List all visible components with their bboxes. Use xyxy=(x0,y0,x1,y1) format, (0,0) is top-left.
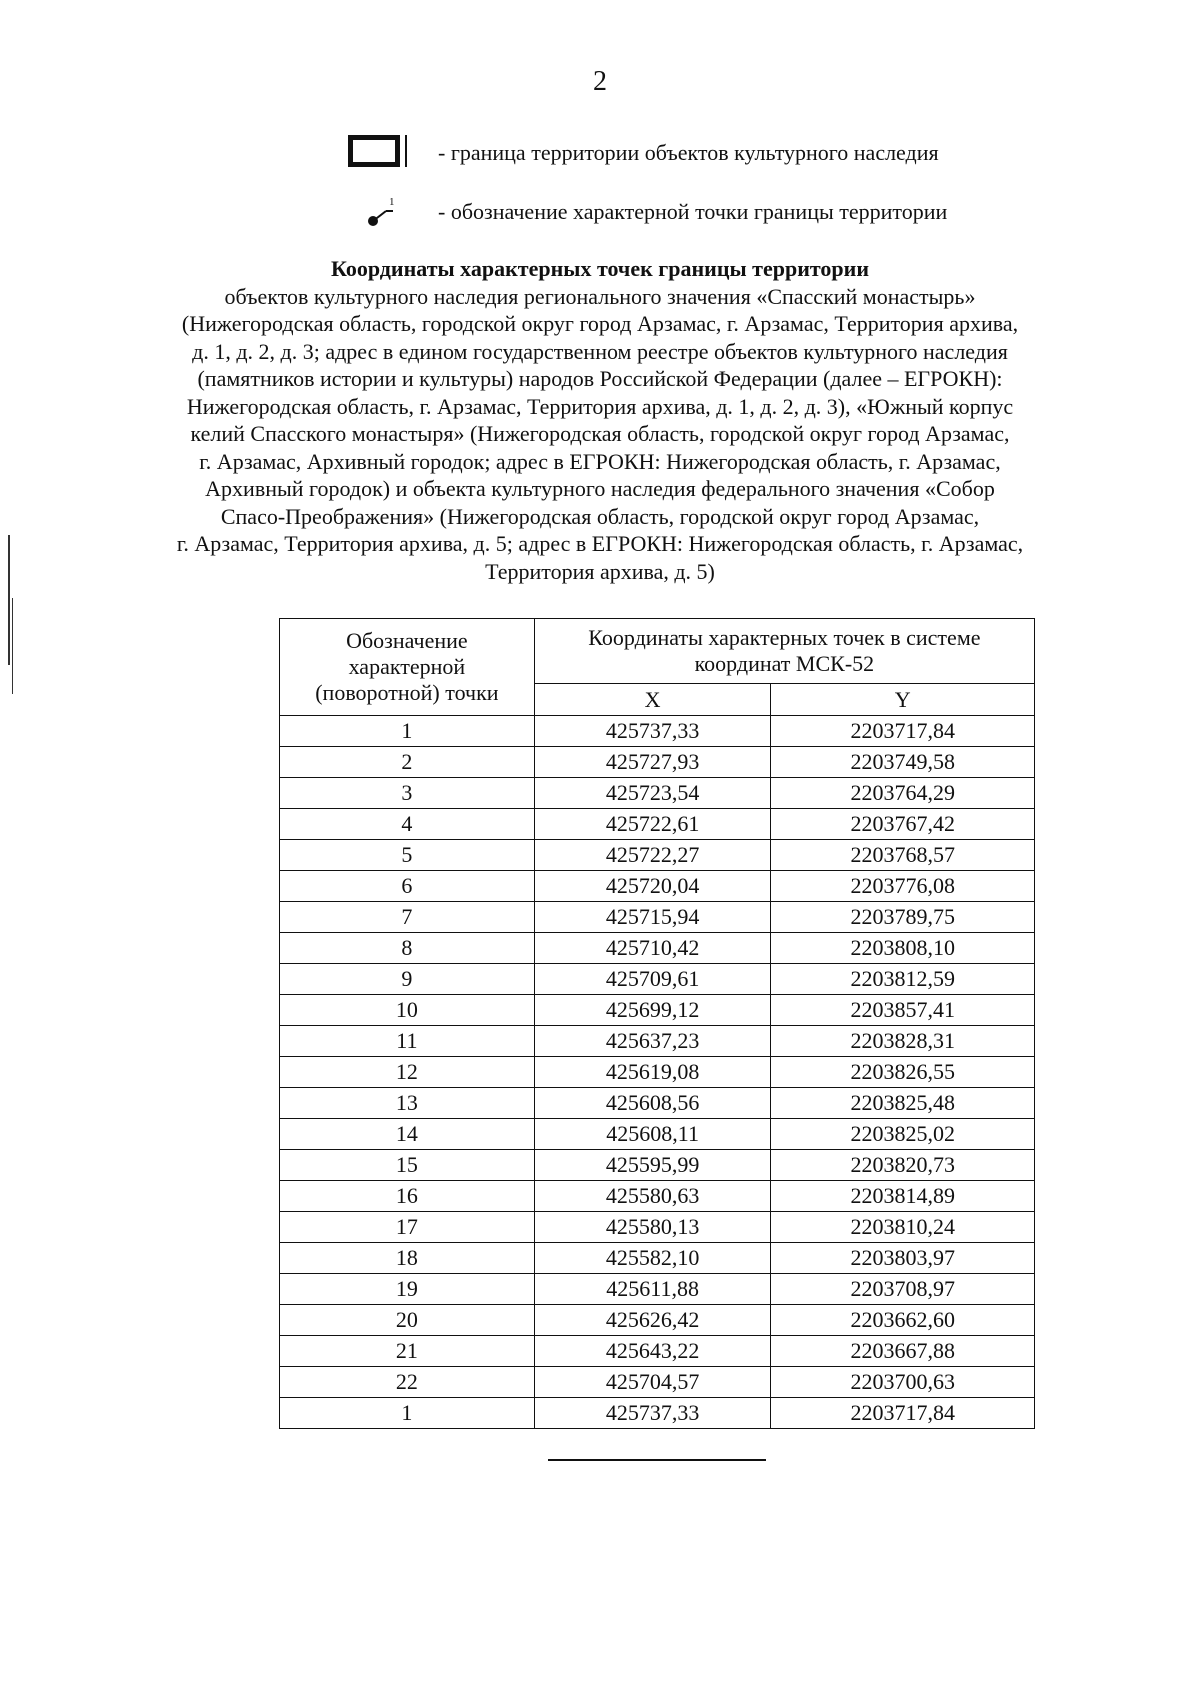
table-row xyxy=(280,1243,1035,1274)
header-y: Y xyxy=(771,684,1035,716)
x-cell: 425715,94 xyxy=(534,902,771,933)
point-cell: 14 xyxy=(280,1119,535,1150)
x-cell: 425722,61 xyxy=(534,809,771,840)
y-cell: 2203820,73 xyxy=(771,1150,1035,1181)
y-cell: 2203808,10 xyxy=(771,933,1035,964)
point-cell: 21 xyxy=(280,1336,535,1367)
y-cell: 2203814,89 xyxy=(771,1181,1035,1212)
point-cell: 7 xyxy=(280,902,535,933)
x-cell: 425611,88 xyxy=(534,1274,771,1305)
x-cell: 425637,23 xyxy=(534,1026,771,1057)
x-cell: 425723,54 xyxy=(534,778,771,809)
table-row xyxy=(280,1336,1035,1367)
table-row xyxy=(280,1181,1035,1212)
point-cell: 6 xyxy=(280,871,535,902)
y-cell: 2203828,31 xyxy=(771,1026,1035,1057)
table-row xyxy=(280,1274,1035,1305)
heading-line: Спасо-Преображения» (Нижегородская область, городской округ город Арзамас, xyxy=(220,503,980,529)
y-cell: 2203708,97 xyxy=(771,1274,1035,1305)
x-cell: 425626,42 xyxy=(534,1305,771,1336)
heading-line: Архивный городок) и объекта культурного наследия федерального значения «Собор xyxy=(205,476,995,501)
table-row xyxy=(280,933,1035,964)
point-cell: 15 xyxy=(280,1150,535,1181)
x-cell: 425722,27 xyxy=(534,840,771,871)
x-cell: 425619,08 xyxy=(534,1057,771,1088)
y-cell: 2203812,59 xyxy=(771,964,1035,995)
table-row xyxy=(280,1367,1035,1398)
y-cell: 2203717,84 xyxy=(771,1398,1035,1429)
x-cell: 425720,04 xyxy=(534,871,771,902)
territory-border-icon xyxy=(348,131,420,175)
table-row xyxy=(280,995,1035,1026)
header-coordinates: Координаты характерных точек в системе координат МСК-52 xyxy=(534,619,1034,684)
y-cell: 2203767,42 xyxy=(771,809,1035,840)
point-cell: 11 xyxy=(280,1026,535,1057)
table-row xyxy=(280,747,1035,778)
x-cell: 425608,11 xyxy=(534,1119,771,1150)
point-cell: 5 xyxy=(280,840,535,871)
table-row xyxy=(280,1088,1035,1119)
table-row xyxy=(280,1150,1035,1181)
page-number: 2 xyxy=(593,66,607,97)
table-row xyxy=(280,1398,1035,1429)
point-cell: 1 xyxy=(280,1398,535,1429)
y-cell: 2203776,08 xyxy=(771,871,1035,902)
heading-line: (Нижегородская область, городской округ город Арзамас, г. Арзамас, Территория архива, xyxy=(181,311,1019,336)
x-cell: 425582,10 xyxy=(534,1243,771,1274)
y-cell: 2203857,41 xyxy=(771,995,1035,1026)
point-cell: 12 xyxy=(280,1057,535,1088)
table-row xyxy=(280,964,1035,995)
table-row xyxy=(280,778,1035,809)
heading-line: Территория архива, д. 5) xyxy=(485,558,715,584)
table-row xyxy=(280,716,1035,747)
point-cell: 19 xyxy=(280,1274,535,1305)
legend-border-text: - граница территории объектов культурного наследия xyxy=(438,140,939,165)
y-cell: 2203768,57 xyxy=(771,840,1035,871)
y-cell: 2203825,02 xyxy=(771,1119,1035,1150)
left-margin-mark xyxy=(12,598,13,694)
x-cell: 425737,33 xyxy=(534,1398,771,1429)
boundary-point-label: 1 xyxy=(389,196,395,208)
heading-line: Нижегородская область, г. Арзамас, Территория архива, д. 1, д. 2, д. 3), «Южный корпус xyxy=(186,393,1014,419)
y-cell: 2203826,55 xyxy=(771,1057,1035,1088)
x-cell: 425737,33 xyxy=(534,716,771,747)
heading-line: д. 1, д. 2, д. 3; адрес в едином государственном реестре объектов культурного наследия xyxy=(192,338,1008,364)
point-cell: 16 xyxy=(280,1181,535,1212)
table-row xyxy=(280,1305,1035,1336)
closing-divider xyxy=(548,1459,766,1461)
x-cell: 425699,12 xyxy=(534,995,771,1026)
heading-line: г. Арзамас, Территория архива, д. 5; адрес в ЕГРОКН: Нижегородская область, г. Арзамас, xyxy=(176,531,1024,556)
y-cell: 2203662,60 xyxy=(771,1305,1035,1336)
x-cell: 425595,99 xyxy=(534,1150,771,1181)
table-row xyxy=(280,1026,1035,1057)
left-margin-mark xyxy=(8,535,10,665)
heading-line: г. Арзамас, Архивный городок; адрес в ЕГРОКН: Нижегородская область, г. Арзамас, xyxy=(199,448,1001,474)
x-cell: 425580,13 xyxy=(534,1212,771,1243)
coordinates-table xyxy=(279,618,1035,1429)
table-row xyxy=(280,809,1035,840)
table-row xyxy=(280,871,1035,902)
point-cell: 3 xyxy=(280,778,535,809)
x-cell: 425643,22 xyxy=(534,1336,771,1367)
legend-row-point xyxy=(348,190,947,234)
point-cell: 10 xyxy=(280,995,535,1026)
document-heading xyxy=(150,255,1050,585)
y-cell: 2203825,48 xyxy=(771,1088,1035,1119)
y-cell: 2203789,75 xyxy=(771,902,1035,933)
coordinates-body xyxy=(280,716,1035,1429)
y-cell: 2203810,24 xyxy=(771,1212,1035,1243)
boundary-point-icon xyxy=(348,190,420,234)
y-cell: 2203700,63 xyxy=(771,1367,1035,1398)
y-cell: 2203749,58 xyxy=(771,747,1035,778)
header-point: Обозначение характерной (поворотной) точки xyxy=(280,619,535,716)
point-cell: 22 xyxy=(280,1367,535,1398)
heading-line: (памятников истории и культуры) народов Российской Федерации (далее – ЕГРОКН): xyxy=(197,366,1003,391)
point-cell: 13 xyxy=(280,1088,535,1119)
y-cell: 2203717,84 xyxy=(771,716,1035,747)
y-cell: 2203803,97 xyxy=(771,1243,1035,1274)
heading-line: объектов культурного наследия регионального значения «Спасский монастырь» xyxy=(224,283,976,309)
y-cell: 2203667,88 xyxy=(771,1336,1035,1367)
point-cell: 8 xyxy=(280,933,535,964)
table-row xyxy=(280,902,1035,933)
point-cell: 20 xyxy=(280,1305,535,1336)
heading-line: келий Спасского монастыря» (Нижегородская область, городской округ город Арзамас, xyxy=(190,421,1010,446)
x-cell: 425727,93 xyxy=(534,747,771,778)
table-row xyxy=(280,1212,1035,1243)
x-cell: 425704,57 xyxy=(534,1367,771,1398)
y-cell: 2203764,29 xyxy=(771,778,1035,809)
x-cell: 425580,63 xyxy=(534,1181,771,1212)
legend-point-text: - обозначение характерной точки границы территории xyxy=(438,199,948,224)
table-row xyxy=(280,1119,1035,1150)
point-cell: 17 xyxy=(280,1212,535,1243)
point-cell: 1 xyxy=(280,716,535,747)
point-cell: 4 xyxy=(280,809,535,840)
table-row xyxy=(280,840,1035,871)
heading-title: Координаты характерных точек границы территории xyxy=(330,256,870,281)
header-x: X xyxy=(534,684,771,716)
x-cell: 425709,61 xyxy=(534,964,771,995)
point-cell: 9 xyxy=(280,964,535,995)
legend-row-border xyxy=(348,131,939,175)
point-cell: 2 xyxy=(280,747,535,778)
table-row xyxy=(280,1057,1035,1088)
x-cell: 425608,56 xyxy=(534,1088,771,1119)
point-cell: 18 xyxy=(280,1243,535,1274)
x-cell: 425710,42 xyxy=(534,933,771,964)
